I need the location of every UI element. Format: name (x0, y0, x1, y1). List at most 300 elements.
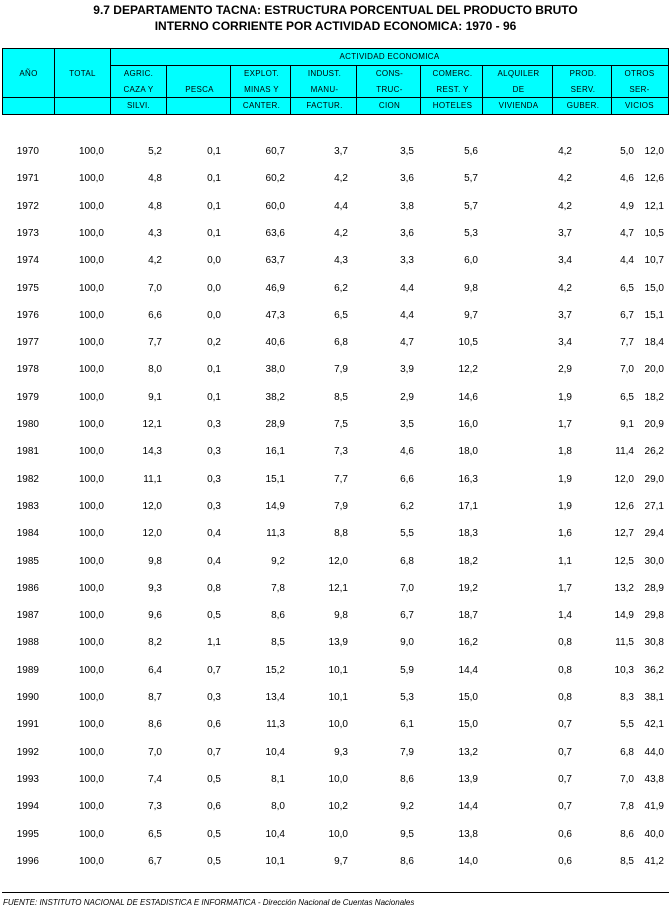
row-value: 9,3 (148, 582, 162, 594)
row-value: 18,0 (458, 446, 478, 458)
row-value: 5,7 (464, 173, 478, 185)
row-value: 4,6 (620, 173, 634, 185)
row-value: 12,0 (142, 528, 162, 540)
row-year: 1973 (16, 227, 39, 239)
header-activity-group: ACTIVIDAD ECONOMICA (339, 52, 440, 61)
row-value: 100,0 (78, 582, 104, 594)
header-activity-column-label: OTROS (624, 69, 655, 78)
header-activity-column-label: EXPLOT. (243, 69, 279, 78)
row-value: 38,0 (265, 364, 285, 376)
row-value: 1,7 (558, 419, 572, 430)
row-value: 8,7 (148, 692, 162, 703)
table-row (0, 609, 671, 623)
header-divider (611, 65, 612, 114)
row-value: 6,5 (620, 282, 634, 294)
row-value: 7,0 (400, 582, 414, 594)
row-value: 0,6 (207, 719, 221, 731)
table-row (0, 227, 671, 241)
header-activity-column-label: VIVIENDA (498, 101, 539, 110)
row-value: 46,9 (265, 282, 285, 294)
table-title-line-1: 9.7 DEPARTAMENTO TACNA: ESTRUCTURA PORCENTUAL DEL PRODUCTO BRUTO (93, 3, 578, 17)
row-value: 41,2 (644, 855, 664, 867)
row-value: 44,0 (644, 746, 664, 758)
row-value: 13,2 (614, 582, 634, 594)
row-year: 1976 (16, 309, 39, 321)
row-value: 15,0 (458, 692, 478, 703)
row-value: 1,9 (558, 391, 572, 403)
row-value: 8,6 (148, 719, 162, 731)
header-activity-column-label: COMERC. (432, 69, 473, 78)
row-year: 1974 (16, 255, 39, 267)
row-value: 19,2 (458, 582, 478, 594)
row-value: 8,6 (620, 828, 634, 840)
header-divider (482, 65, 483, 114)
row-year: 1984 (16, 528, 39, 540)
row-value: 36,2 (644, 664, 664, 676)
row-year: 1991 (16, 719, 39, 731)
row-value: 6,6 (148, 309, 162, 321)
row-value: 100,0 (78, 719, 104, 731)
row-value: 0,1 (207, 200, 221, 212)
row-value: 18,3 (458, 528, 478, 540)
row-value: 100,0 (78, 746, 104, 758)
row-year: 1985 (16, 555, 39, 567)
row-value: 6,7 (148, 855, 162, 867)
row-year: 1978 (16, 364, 39, 376)
row-year: 1986 (16, 582, 39, 594)
row-value: 10,1 (328, 664, 348, 676)
row-value: 0,6 (558, 828, 572, 840)
row-year: 1990 (16, 692, 39, 703)
row-value: 63,6 (265, 227, 285, 239)
table-row (0, 500, 671, 514)
row-value: 9,8 (464, 282, 478, 294)
row-value: 0,7 (558, 746, 572, 758)
row-value: 26,2 (644, 446, 664, 458)
row-value: 12,5 (614, 555, 634, 567)
row-value: 0,1 (207, 391, 221, 403)
row-value: 4,2 (148, 255, 162, 267)
row-value: 8,5 (271, 637, 285, 649)
row-value: 100,0 (78, 255, 104, 267)
row-value: 6,5 (334, 309, 348, 321)
table-header (2, 48, 669, 115)
source-footnote: FUENTE: INSTITUTO NACIONAL DE ESTADISTICA E INFORMATICA - Dirección Nacional de Cuentas Nacionales (3, 898, 415, 907)
row-value: 7,0 (620, 773, 634, 785)
row-value: 16,1 (265, 446, 285, 458)
row-value: 11,4 (615, 446, 634, 458)
row-value: 100,0 (78, 146, 104, 157)
table-row (0, 636, 671, 650)
row-value: 6,7 (400, 610, 414, 622)
row-value: 100,0 (78, 173, 104, 185)
row-year: 1994 (16, 801, 39, 813)
row-value: 3,6 (400, 173, 414, 185)
row-year: 1983 (16, 500, 39, 512)
row-value: 0,7 (558, 773, 572, 785)
row-value: 29,0 (644, 473, 664, 485)
row-value: 13,2 (458, 746, 478, 758)
row-value: 6,8 (620, 746, 634, 758)
row-value: 18,2 (644, 391, 664, 403)
row-value: 6,7 (620, 309, 634, 321)
row-value: 8,0 (148, 364, 162, 376)
table-row (0, 664, 671, 678)
row-value: 11,1 (143, 473, 162, 485)
row-value: 60,0 (265, 200, 285, 212)
header-activity-column-label: VICIOS (625, 101, 654, 110)
row-year: 1996 (16, 855, 39, 867)
row-value: 4,4 (620, 255, 634, 267)
row-value: 100,0 (78, 773, 104, 785)
row-value: 30,0 (644, 555, 664, 567)
row-value: 100,0 (78, 364, 104, 376)
row-year: 1979 (16, 391, 39, 403)
row-value: 6,4 (148, 664, 162, 676)
row-value: 0,3 (207, 692, 221, 703)
row-value: 5,3 (464, 227, 478, 239)
row-year: 1971 (16, 173, 39, 185)
header-activity-column-label: HOTELES (432, 101, 473, 110)
row-value: 10,1 (265, 855, 285, 867)
row-value: 1,1 (207, 637, 221, 649)
table-row (0, 773, 671, 787)
row-value: 100,0 (78, 637, 104, 649)
row-value: 5,5 (400, 528, 414, 540)
header-activity-column-label: CAZA Y (123, 85, 154, 94)
row-value: 100,0 (78, 801, 104, 813)
row-value: 60,7 (265, 146, 285, 157)
row-value: 0,7 (207, 664, 221, 676)
row-value: 3,4 (558, 255, 572, 267)
row-value: 4,2 (558, 282, 572, 294)
row-value: 0,5 (207, 828, 221, 840)
row-value: 7,0 (148, 746, 162, 758)
row-value: 5,9 (400, 664, 414, 676)
row-value: 9,1 (620, 419, 634, 430)
table-row (0, 582, 671, 596)
row-value: 4,9 (620, 200, 634, 212)
row-value: 29,8 (644, 610, 664, 622)
row-value: 4,3 (334, 255, 348, 267)
row-value: 3,3 (400, 255, 414, 267)
row-value: 1,4 (558, 610, 572, 622)
row-value: 5,2 (148, 146, 162, 157)
row-value: 100,0 (78, 828, 104, 840)
row-value: 7,0 (620, 364, 634, 376)
row-value: 12,2 (458, 364, 478, 376)
row-value: 9,0 (400, 637, 414, 649)
row-value: 12,0 (644, 146, 664, 157)
row-value: 5,3 (400, 692, 414, 703)
row-value: 28,9 (644, 582, 664, 594)
row-value: 8,2 (148, 637, 162, 649)
header-activity-column-label: MINAS Y (244, 85, 279, 94)
row-value: 100,0 (78, 555, 104, 567)
row-value: 100,0 (78, 282, 104, 294)
table-row (0, 309, 671, 323)
row-value: 43,8 (644, 773, 664, 785)
table-row (0, 473, 671, 487)
bottom-rule (2, 892, 669, 893)
row-value: 16,0 (458, 419, 478, 430)
header-year: AÑO (19, 69, 38, 78)
table-row (0, 254, 671, 268)
header-activity-column-label: REST. Y (436, 85, 469, 94)
row-value: 7,3 (148, 801, 162, 813)
table-row (0, 391, 671, 405)
table-row (0, 527, 671, 541)
row-value: 100,0 (78, 473, 104, 485)
header-activity-column-label: CONS- (375, 69, 404, 78)
row-value: 9,7 (464, 309, 478, 321)
row-value: 14,4 (458, 664, 478, 676)
row-value: 27,1 (644, 500, 664, 512)
row-value: 8,8 (334, 528, 348, 540)
header-divider (230, 65, 231, 114)
row-year: 1972 (16, 200, 39, 212)
row-value: 3,7 (558, 227, 572, 239)
row-value: 4,3 (148, 227, 162, 239)
row-value: 0,5 (207, 773, 221, 785)
row-value: 10,4 (265, 828, 285, 840)
row-value: 6,2 (334, 282, 348, 294)
row-value: 20,0 (644, 364, 664, 376)
row-value: 60,2 (265, 173, 285, 185)
row-value: 14,3 (142, 446, 162, 458)
row-year: 1975 (16, 282, 39, 294)
row-value: 0,3 (207, 419, 221, 430)
row-value: 12,1 (644, 200, 664, 212)
row-value: 100,0 (78, 528, 104, 540)
row-value: 100,0 (78, 500, 104, 512)
row-value: 18,7 (458, 610, 478, 622)
row-value: 15,0 (458, 719, 478, 731)
row-value: 1,7 (558, 582, 572, 594)
row-value: 0,8 (558, 692, 572, 703)
header-activity-column-label: FACTUR. (306, 101, 343, 110)
row-value: 15,2 (265, 664, 285, 676)
header-activity-column-label: CION (378, 101, 401, 110)
row-value: 7,7 (334, 473, 348, 485)
row-value: 13,9 (328, 637, 348, 649)
row-value: 5,6 (464, 146, 478, 157)
row-value: 1,8 (558, 446, 572, 458)
header-activity-column-label: CANTER. (242, 101, 281, 110)
row-value: 100,0 (78, 309, 104, 321)
row-value: 1,1 (558, 555, 572, 567)
header-total: TOTAL (69, 69, 96, 78)
row-value: 14,4 (458, 801, 478, 813)
row-value: 9,2 (271, 555, 285, 567)
row-value: 40,0 (644, 828, 664, 840)
table-row (0, 418, 671, 432)
row-value: 0,1 (207, 146, 221, 157)
row-value: 1,9 (558, 500, 572, 512)
header-divider (420, 65, 421, 114)
row-value: 0,5 (207, 855, 221, 867)
row-value: 4,6 (400, 446, 414, 458)
row-value: 10,5 (644, 227, 664, 239)
row-year: 1980 (16, 419, 39, 430)
row-value: 10,1 (328, 692, 348, 703)
row-value: 0,0 (207, 255, 221, 267)
row-value: 12,1 (142, 419, 162, 430)
header-activity-column-label: PROD. (569, 69, 597, 78)
row-value: 17,1 (458, 500, 478, 512)
row-value: 14,0 (458, 855, 478, 867)
row-value: 11,3 (266, 719, 285, 731)
row-value: 12,7 (614, 528, 634, 540)
row-value: 4,4 (400, 309, 414, 321)
table-row (0, 145, 671, 159)
row-value: 6,1 (400, 719, 414, 731)
row-value: 7,9 (400, 746, 414, 758)
row-value: 100,0 (78, 391, 104, 403)
row-value: 38,1 (644, 692, 664, 703)
row-year: 1970 (16, 146, 39, 157)
row-value: 2,9 (558, 364, 572, 376)
row-value: 15,1 (644, 309, 664, 321)
row-value: 4,2 (558, 200, 572, 212)
row-value: 10,3 (614, 664, 634, 676)
row-value: 30,8 (644, 637, 664, 649)
row-value: 14,9 (614, 610, 634, 622)
row-year: 1981 (16, 446, 39, 458)
table-row (0, 746, 671, 760)
row-value: 7,8 (271, 582, 285, 594)
row-value: 10,0 (328, 719, 348, 731)
row-value: 8,5 (334, 391, 348, 403)
row-value: 10,4 (265, 746, 285, 758)
row-value: 40,6 (265, 337, 285, 349)
row-value: 0,6 (207, 801, 221, 813)
header-activity-column-label: INDUST. (307, 69, 342, 78)
row-value: 0,7 (558, 719, 572, 731)
row-value: 38,2 (265, 391, 285, 403)
header-activity-column-label: DE (512, 85, 525, 94)
row-value: 15,0 (644, 282, 664, 294)
row-year: 1995 (16, 828, 39, 840)
table-row (0, 555, 671, 569)
row-value: 100,0 (78, 692, 104, 703)
row-value: 100,0 (78, 664, 104, 676)
row-value: 0,7 (207, 746, 221, 758)
row-value: 18,4 (644, 337, 664, 349)
row-value: 0,2 (207, 337, 221, 349)
row-value: 9,8 (334, 610, 348, 622)
row-value: 11,3 (266, 528, 285, 540)
row-value: 16,2 (458, 637, 478, 649)
row-value: 0,3 (207, 500, 221, 512)
row-value: 4,8 (148, 200, 162, 212)
row-value: 7,4 (148, 773, 162, 785)
row-year: 1982 (16, 473, 39, 485)
table-row (0, 445, 671, 459)
row-value: 100,0 (78, 200, 104, 212)
table-title-line-2: INTERNO CORRIENTE POR ACTIVIDAD ECONOMICA: 1970 - 96 (154, 19, 517, 33)
row-value: 12,0 (614, 473, 634, 485)
row-value: 6,5 (148, 828, 162, 840)
row-value: 12,1 (328, 582, 348, 594)
row-value: 8,1 (271, 773, 285, 785)
table-row (0, 363, 671, 377)
header-activity-column-label: SERV. (570, 85, 596, 94)
row-value: 29,4 (644, 528, 664, 540)
row-value: 5,5 (620, 719, 634, 731)
row-value: 3,7 (558, 309, 572, 321)
row-value: 100,0 (78, 419, 104, 430)
row-value: 7,7 (148, 337, 162, 349)
row-value: 8,6 (400, 855, 414, 867)
header-activity-column-label: SER- (629, 85, 650, 94)
header-activity-column-label: TRUC- (376, 85, 403, 94)
row-value: 9,7 (334, 855, 348, 867)
row-value: 4,2 (334, 227, 348, 239)
row-value: 12,0 (328, 555, 348, 567)
row-value: 9,3 (334, 746, 348, 758)
row-value: 0,8 (558, 637, 572, 649)
row-value: 4,8 (148, 173, 162, 185)
row-value: 5,7 (464, 200, 478, 212)
row-value: 41,9 (644, 801, 664, 813)
table-row (0, 282, 671, 296)
row-value: 7,3 (334, 446, 348, 458)
row-year: 1988 (16, 637, 39, 649)
row-value: 7,8 (620, 801, 634, 813)
row-value: 4,4 (334, 200, 348, 212)
row-value: 7,7 (620, 337, 634, 349)
table-row (0, 691, 671, 705)
row-value: 18,2 (458, 555, 478, 567)
row-value: 0,4 (207, 528, 221, 540)
row-value: 7,0 (148, 282, 162, 294)
row-value: 6,5 (620, 391, 634, 403)
row-year: 1992 (16, 746, 39, 758)
row-value: 0,8 (558, 664, 572, 676)
row-value: 12,6 (644, 173, 664, 185)
row-value: 4,2 (558, 173, 572, 185)
row-value: 0,3 (207, 473, 221, 485)
row-value: 10,7 (644, 255, 664, 267)
row-value: 10,2 (328, 801, 348, 813)
table-row (0, 828, 671, 842)
row-value: 100,0 (78, 446, 104, 458)
row-year: 1977 (16, 337, 39, 349)
row-value: 10,0 (328, 828, 348, 840)
row-value: 14,6 (458, 391, 478, 403)
row-value: 7,9 (334, 364, 348, 376)
row-value: 0,6 (558, 855, 572, 867)
row-value: 100,0 (78, 227, 104, 239)
row-value: 5,0 (620, 146, 634, 157)
row-value: 100,0 (78, 855, 104, 867)
row-value: 6,8 (400, 555, 414, 567)
row-value: 15,1 (265, 473, 285, 485)
header-activity-column-label: MANU- (310, 85, 339, 94)
row-value: 0,4 (207, 555, 221, 567)
row-value: 3,4 (558, 337, 572, 349)
row-value: 13,4 (265, 692, 285, 703)
table-row (0, 172, 671, 186)
row-value: 3,8 (400, 200, 414, 212)
row-value: 6,6 (400, 473, 414, 485)
header-divider (356, 65, 357, 114)
table-row (0, 855, 671, 869)
row-value: 4,4 (400, 282, 414, 294)
row-value: 4,7 (400, 337, 414, 349)
row-value: 4,2 (334, 173, 348, 185)
